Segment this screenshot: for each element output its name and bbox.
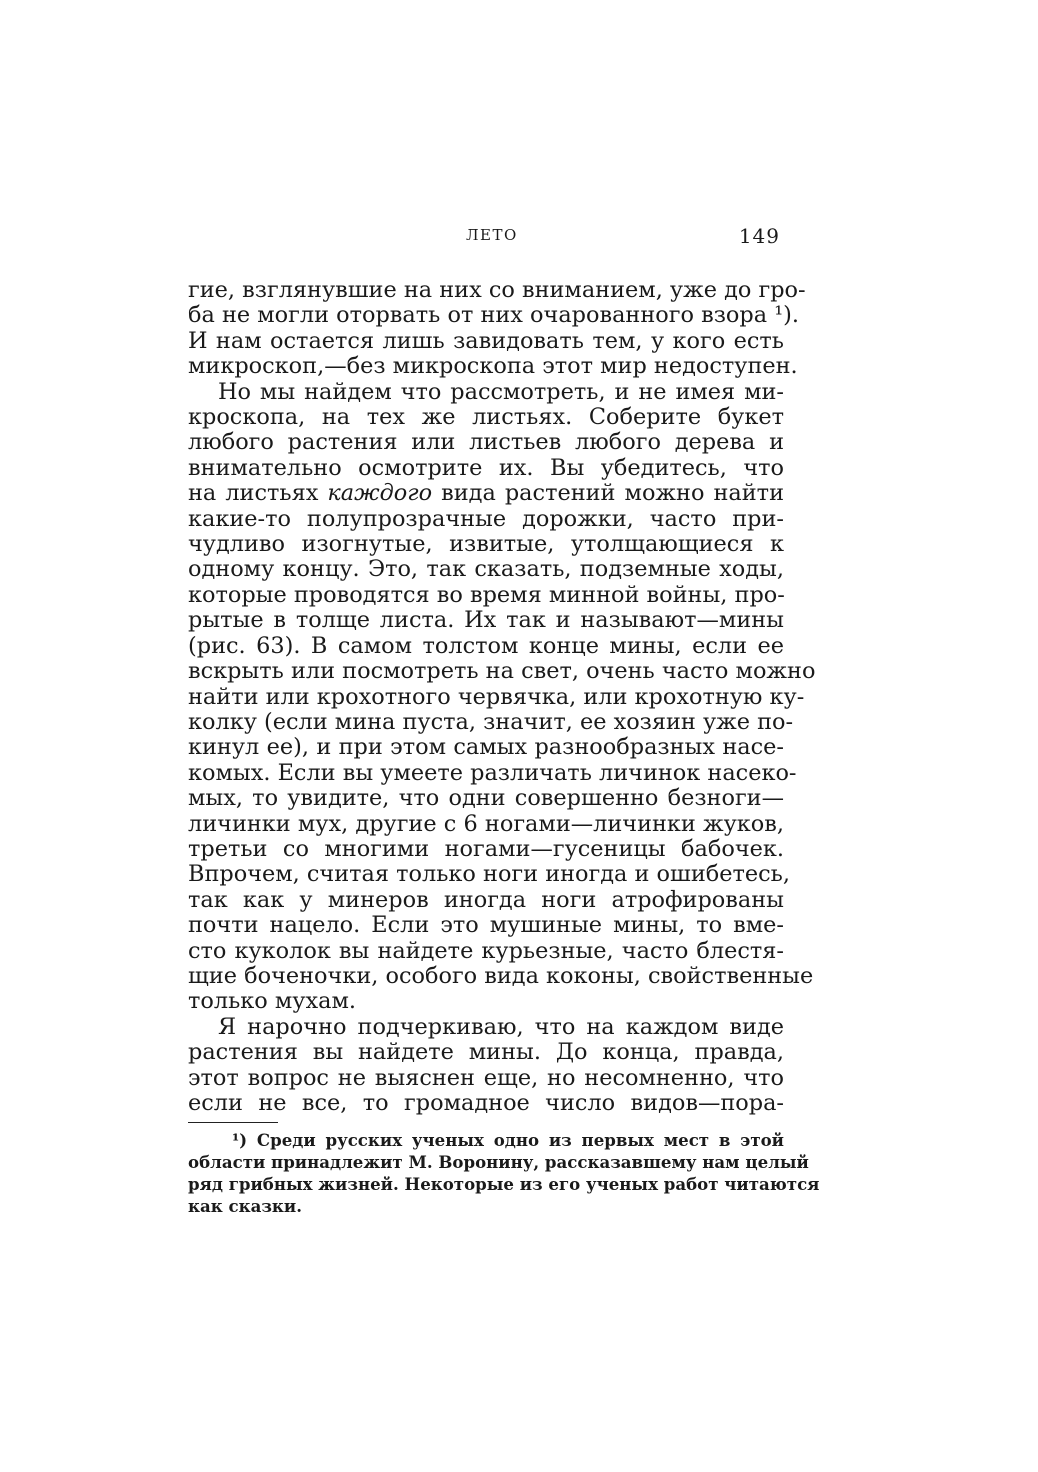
text-line: Впрочем, считая только ноги иногда и ошибетесь, <box>188 861 790 888</box>
text-line: мых, то увидите, что одни совершенно безноги— <box>188 785 784 812</box>
text-line: третьи со многими ногами—гусеницы бабочек. <box>188 835 784 862</box>
text-line: И нам остается лишь завидовать тем, у кого есть <box>188 327 784 354</box>
running-header <box>188 226 784 260</box>
text-line: найти или крохотного червячка, или крохотную ку- <box>188 683 805 710</box>
text-line: микроскоп,—без микроскопа этот мир недоступен. <box>188 353 798 380</box>
paragraph-1 <box>188 277 806 380</box>
text-fragment: на листьях <box>188 480 319 507</box>
text-line: любого растения или листьев любого дерева и <box>188 429 784 456</box>
text-line: колку (если мина пуста, значит, ее хозяин уже по- <box>188 708 794 735</box>
page-number: 149 <box>738 224 780 248</box>
text-line: какие-то полупрозрачные дорожки, часто при- <box>188 505 784 532</box>
paragraph-3 <box>188 1015 784 1117</box>
text-line: ба не могли оторвать от них очарованного взора ¹). <box>188 302 800 329</box>
text-line: если не все, то громадное число видов—пора- <box>188 1090 784 1116</box>
text-line: сто куколок вы найдете курьезные, часто блестя- <box>188 937 784 964</box>
text-line: которые проводятся во время минной войны, про- <box>188 581 785 608</box>
footnote-line: как сказки. <box>188 1196 302 1217</box>
footnote-divider <box>188 1122 278 1123</box>
text-line: только мухам. <box>188 988 356 1015</box>
emphasized-word: каждого <box>327 480 433 507</box>
text-line: комых. Если вы умеете различать личинок насеко- <box>188 759 797 786</box>
body-text <box>188 277 816 1116</box>
footnote <box>188 1129 820 1217</box>
running-title: ЛЕТО <box>466 226 518 244</box>
text-line: Я нарочно подчеркиваю, что на каждом виде <box>218 1013 784 1040</box>
text-line: гие, взглянувшие на них со вниманием, уже до гро- <box>188 277 806 303</box>
footnote-line: ¹) Среди русских ученых одно из первых мест в этой <box>232 1130 784 1151</box>
footnote-line: области принадлежит М. Воронину, рассказавшему нам целый <box>188 1152 809 1173</box>
text-line: щие боченочки, особого вида коконы, свойственные <box>188 962 814 989</box>
text-line: личинки мух, другие с 6 ногами—личинки жуков, <box>188 810 784 837</box>
text-line: (рис. 63). В самом толстом конце мины, если ее <box>188 632 784 659</box>
text-line: почти нацело. Если это мушиные мины, то вме- <box>188 912 784 939</box>
text-line: растения вы найдете мины. До конца, правда, <box>188 1039 784 1066</box>
text-line-with-emphasis <box>188 481 784 506</box>
text-line: одному концу. Это, так сказать, подземные ходы, <box>188 556 784 583</box>
footnote-line: ряд грибных жизней. Некоторые из его ученых работ читаются <box>188 1174 820 1195</box>
text-line: кроскопа, на тех же листьях. Соберите букет <box>188 404 784 431</box>
book-page <box>188 224 820 1217</box>
text-line: Но мы найдем что рассмотреть, и не имея ми- <box>218 378 784 405</box>
text-line: вскрыть или посмотреть на свет, очень часто можно <box>188 658 816 685</box>
text-line: кинул ее), и при этом самых разнообразных насе- <box>188 734 784 761</box>
text-line: чудливо изогнутые, извитые, утолщающиеся к <box>188 531 784 558</box>
text-line: этот вопрос не выяснен еще, но несомненно, что <box>188 1064 784 1091</box>
text-line: рытые в толще листа. Их так и называют—мины <box>188 607 784 634</box>
text-fragment: вида растений можно найти <box>441 480 784 507</box>
text-line: так как у минеров иногда ноги атрофированы <box>188 886 784 913</box>
paragraph-2 <box>188 378 816 1015</box>
text-line: внимательно осмотрите их. Вы убедитесь, что <box>188 454 784 481</box>
